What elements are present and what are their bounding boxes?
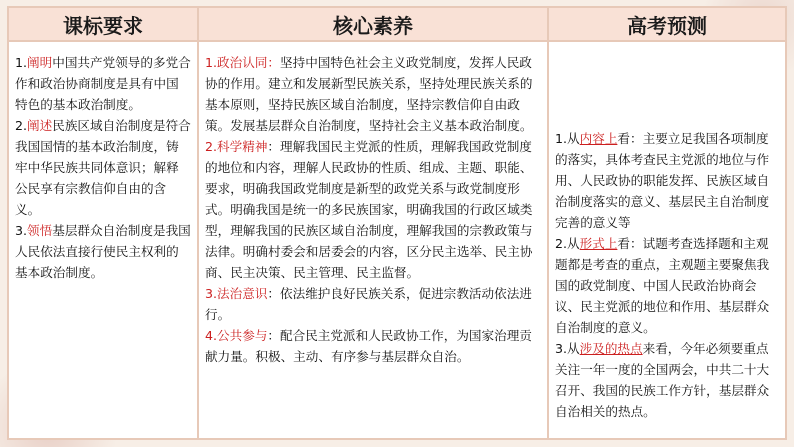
curriculum-requirements-cell	[9, 42, 199, 438]
item-text: 看：主要立足我国各项制度的落实，具体考查民主党派的地位与作用、人民政协的职能发挥、民族区域自治制度落实的意义、基层民主自治制度完善的意义等	[555, 131, 770, 230]
list-item	[15, 220, 191, 283]
list-item	[15, 52, 191, 115]
item-keyword: 公共参与	[217, 328, 268, 343]
list-item	[205, 52, 541, 136]
item-keyword: 形式上	[579, 236, 618, 251]
item-keyword: 内容上	[579, 131, 618, 146]
item-text: 看：试题考查选择题和主观题都是考查的重点，主观题主要聚焦我国的政党制度、中国人民政治协商会议、民主党派的地位和作用、基层群众自治制度的意义。	[555, 236, 770, 335]
item-keyword: 领悟	[27, 223, 53, 238]
item-number: 3.从	[555, 341, 580, 356]
item-keyword: 涉及的热点	[579, 341, 643, 356]
item-keyword: 阐述	[27, 118, 53, 133]
item-number: 3.	[205, 286, 218, 301]
item-number: 1.	[205, 55, 218, 70]
table-header-row	[9, 8, 785, 40]
list-item	[205, 325, 541, 367]
item-number: 1.	[15, 55, 28, 70]
item-keyword: 阐明	[27, 55, 53, 70]
list-item	[205, 136, 541, 283]
item-text: 民族区域自治制度是符合我国国情的基本政治制度，铸牢中华民族共同体意识；解释公民享有宗教信仰自由的含义。	[15, 118, 191, 217]
item-number: 2.	[15, 118, 28, 133]
list-item	[205, 283, 541, 325]
core-literacy-cell	[199, 42, 549, 438]
item-number: 3.	[15, 223, 28, 238]
item-text: 来看，今年必须要重点关注一年一度的全国两会，中共二十大召开、我国的民族工作方针，基层群众自治相关的热点。	[555, 341, 770, 419]
header-curriculum-requirements: 课标要求	[9, 8, 199, 40]
list-item	[555, 338, 779, 422]
list-item	[555, 233, 779, 338]
item-keyword: 法治意识	[217, 286, 268, 301]
item-keyword: 科学精神	[217, 139, 268, 154]
exam-forecast-cell	[549, 42, 785, 438]
item-number: 2.从	[555, 236, 580, 251]
item-text: 坚持中国特色社会主义政党制度，发挥人民政协的作用。建立和发展新型民族关系，坚持处理民族关系的基本原则，坚持民族区域自治制度，坚持宗教信仰自由政策。发展基层群众自治制度，坚持社会主义基本政治制度。	[205, 55, 533, 133]
list-item	[15, 115, 191, 220]
item-number: 4.	[205, 328, 218, 343]
item-keyword: 政治认同：	[217, 55, 280, 70]
item-number: 2.	[205, 139, 218, 154]
item-text: 基层群众自治制度是我国人民依法直接行使民主权利的基本政治制度。	[15, 223, 191, 280]
item-text: ：配合民主党派和人民政协工作，为国家治理贡献力量。积极、主动、有序参与基层群众自治。	[205, 328, 532, 364]
table-body-row	[9, 40, 785, 438]
item-number: 1.从	[555, 131, 580, 146]
comparison-table	[7, 6, 787, 440]
item-text: 中国共产党领导的多党合作和政治协商制度是具有中国特色的基本政治制度。	[15, 55, 191, 112]
header-core-literacy: 核心素养	[199, 8, 549, 40]
header-exam-forecast: 高考预测	[549, 8, 785, 40]
list-item	[555, 128, 779, 233]
item-text: ：理解我国民主党派的性质，理解我国政党制度的地位和内容，理解人民政协的性质、组成、主题、职能、要求，明确我国政党制度是新型的政党关系与政党制度形式。明确我国是统一的多民族国家，明确我国的行政区域类型，理解我国的民族区域自治制度，理解我国的宗教政策与法律。明确村委会和居委会的内容，区分民主选举、民主协商、民主决策、民主管理、民主监督。	[205, 139, 533, 280]
item-text: ：依法维护良好民族关系，促进宗教活动依法进行。	[205, 286, 532, 322]
